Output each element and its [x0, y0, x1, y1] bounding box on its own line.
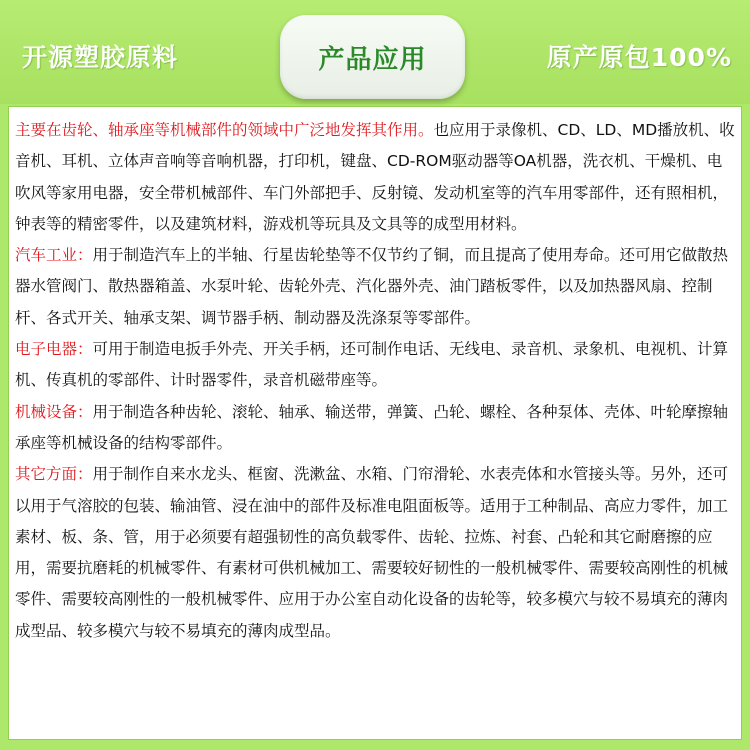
page-title: 产品应用 — [318, 45, 427, 75]
content-body — [15, 115, 737, 647]
section-label: 汽车工业： — [15, 246, 93, 265]
intro-paragraph — [15, 115, 737, 240]
section-text: 用于制造各种齿轮、滚轮、轴承、输送带，弹簧、凸轮、螺栓、各种泵体、壳体、叶轮摩擦轴承座等机械设备的结构零部件。 — [15, 402, 729, 452]
content-panel — [8, 106, 742, 740]
intro-text: 也应用于录像机、CD、LD、MD播放机、收音机、耳机、立体声音响等音响机器，打印机，键盘、CD-ROM驱动器等OA机器，洗衣机、干燥机、电吹风等家用电器，安全带机械部件、车门外部把手、反射镜、发动机室等的汽车用零部件，还有照相机，钟表等的精密零件，以及建筑材料，游戏机等玩具及文具等的成型用材料。 — [15, 121, 735, 233]
section-text: 可用于制造电扳手外壳、开关手柄，还可制作电话、无线电、录音机、录象机、电视机、计算机、传真机的零部件、计时器零件，录音机磁带座等。 — [15, 340, 729, 390]
intro-highlight: 主要在齿轮、轴承座等机械部件的领域中广泛地发挥其作用。 — [15, 121, 434, 139]
title-tab — [280, 15, 465, 99]
section-text: 用于制作自来水龙头、框窗、洗漱盆、水箱、门帘滑轮、水表壳体和水管接头等。另外，还可以用于气溶胶的包装、输油管、浸在油中的部件及标准电阻面板等。适用于工种制品、高应力零件，加工素材、板、条、管，用于必须要有超强韧性的高负载零件、齿轮、拉炼、衬套、凸轮和其它耐磨擦的应用，需要抗磨耗的机械零件、有素材可供机械加工、需要较好韧性的一般机械零件、需要较高刚性的机械零件、需要较高刚性的一般机械零件、应用于办公室自动化设备的齿轮等，较多模穴与较不易填充的薄肉成型品、较多模穴与较不易填充的薄肉成型品。 — [15, 465, 729, 640]
section-label: 其它方面： — [15, 465, 93, 484]
section-automotive — [15, 240, 737, 334]
section-text: 用于制造汽车上的半轴、行星齿轮垫等不仅节约了铜，而且提高了使用寿命。还可用它做散热器水管阀门、散热器箱盖、水泵叶轮、齿轮外壳、汽化器外壳、油门踏板零件，以及加热器风扇、控制杆、各式开关、轴承支架、调节器手柄、制动器及洗涤泵等零部件。 — [15, 246, 729, 327]
brand-text: 开源塑胶原料 — [22, 43, 179, 72]
section-label: 机械设备： — [15, 402, 93, 421]
header-banner — [0, 0, 750, 104]
origin-text: 原产原包100% — [546, 43, 732, 72]
section-other — [15, 459, 737, 647]
section-label: 电子电器： — [15, 340, 93, 359]
section-machinery — [15, 397, 737, 460]
section-electronics — [15, 334, 737, 397]
